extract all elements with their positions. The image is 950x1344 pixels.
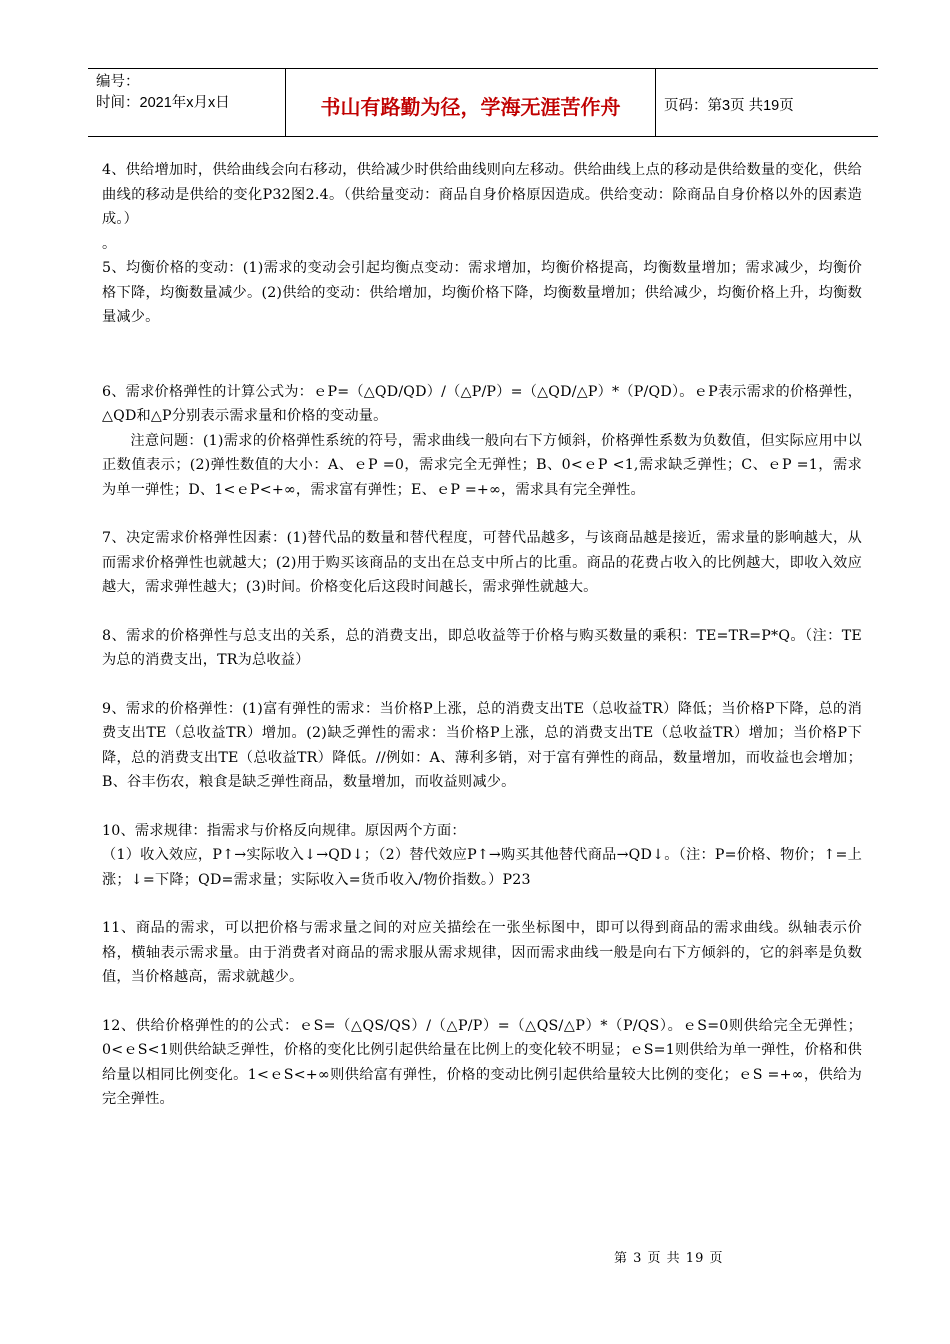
motto-text: 书山有路勤为径，学海无涯苦作舟 xyxy=(320,95,621,119)
page-footer xyxy=(614,1247,723,1266)
header-meta-cell xyxy=(88,69,286,136)
paragraph-11: 11、商品的需求，可以把价格与需求量之间的对应关描绘在一张坐标图中，即可以得到商品的需求曲线。纵轴表示价格，横轴表示需求量。由于消费者对商品的需求服从需求规律，因而需求曲线一般是向右下方倾斜的，它的斜率是负数值，当价格越高，需求就越少。 xyxy=(102,920,862,985)
paragraph-10-detail: （1）收入效应，P↑→实际收入↓→QD↓；（2）替代效应P↑→购买其他替代商品→QD↓。（注：P=价格、物价；↑=上涨；↓=下降；QD=需求量；实际收入=货币收入/物价指数。）P23 xyxy=(102,847,862,888)
paragraph-4-period: 。 xyxy=(102,235,117,252)
number-label: 编号： xyxy=(96,74,140,90)
paragraph-9: 9、需求的价格弹性：(1)富有弹性的需求：当价格P上涨，总的消费支出TE（总收益TR）降低；当价格P下降，总的消费支出TE（总收益TR）增加。(2)缺乏弹性的需求：当价格P上涨，总的消费支出TE（总收益TR）增加；当价格P下降，总的消费支出TE（总收益TR）降低。//例如：A、薄利多销，对于富有弹性的商品，数量增加，而收益也会增加；B、谷丰伤农，粮食是缺乏弹性商品，数量增加，而收益则减少。 xyxy=(102,700,862,790)
time-label: 时间：2021年x月x日 xyxy=(96,95,230,111)
header-table xyxy=(88,68,878,137)
paragraph-6: 6、需求价格弹性的计算公式为：ｅP=（△QD/QD）/（△P/P）=（△QD/△P）*（P/QD）。ｅP表示需求的价格弹性，△QD和△P分别表示需求量和价格的变动量。 xyxy=(102,383,862,424)
paragraph-7: 7、决定需求价格弹性因素：(1)替代品的数量和替代程度，可替代品越多，与该商品越是接近，需求量的影响越大，从而需求价格弹性也就越大；(2)用于购买该商品的支出在总支中所占的比重。商品的花费占收入的比例越大，即收入效应越大，需求弹性越大；(3)时间。价格变化后这段时间越长，需求弹性就越大。 xyxy=(102,530,862,595)
paragraph-10: 10、需求规律：指需求与价格反向规律。原因两个方面： xyxy=(102,822,466,839)
paragraph-12: 12、供给价格弹性的的公式：ｅS=（△QS/QS）/（△P/P）=（△QS/△P）*（P/QS）。ｅS=0则供给完全无弹性；0<ｅS<1则供给缺乏弹性，价格的变化比例引起供给量在比例上的变化较不明显；ｅS=1则供给为单一弹性，价格和供给量以相同比例变化。1<ｅS<+∞则供给富有弹性，价格的变动比例引起供给量较大比例的变化；ｅS =+∞，供给为完全弹性。 xyxy=(102,1017,862,1107)
paragraph-8: 8、需求的价格弹性与总支出的关系，总的消费支出，即总收益等于价格与购买数量的乘积：TE=TR=P*Q。（注：TE为总的消费支出，TR为总收益） xyxy=(102,627,862,668)
document-body xyxy=(102,158,862,1112)
motto-cell xyxy=(286,69,656,136)
page-number-cell xyxy=(656,69,878,136)
footer-page-number: 第 3 页 共 19 页 xyxy=(614,1251,724,1266)
paragraph-5: 5、均衡价格的变动：(1)需求的变动会引起均衡点变动：需求增加，均衡价格提高，均衡数量增加；需求减少，均衡价格下降，均衡数量减少。(2)供给的变动：供给增加，均衡价格下降，均衡数量增加；供给减少，均衡价格上升，均衡数量减少。 xyxy=(102,260,862,325)
paragraph-4: 4、供给增加时，供给曲线会向右移动，供给减少时供给曲线则向左移动。供给曲线上点的移动是供给数量的变化，供给曲线的移动是供给的变化P32图2.4。（供给量变动：商品自身价格原因造成。供给变动：除商品自身价格以外的因素造成。） xyxy=(102,162,862,227)
paragraph-6-notes: 注意问题：(1)需求的价格弹性系统的符号，需求曲线一般向右下方倾斜，价格弹性系数为负数值，但实际应用中以正数值表示；(2)弹性数值的大小：A、ｅP =0，需求完全无弹性；B、0<ｅP <1,需求缺乏弹性；C、ｅP =1，需求为单一弹性；D、1<ｅP<+∞，需求富有弹性；E、ｅP =+∞，需求具有完全弹性。 xyxy=(102,432,862,498)
page-number-label: 页码：第3页 共19页 xyxy=(664,98,794,114)
